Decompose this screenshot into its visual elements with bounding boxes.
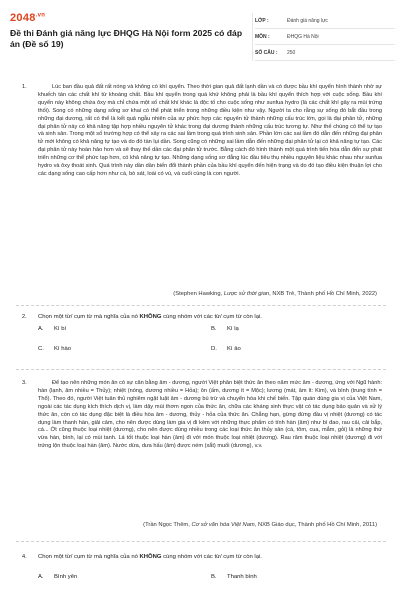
meta-value: ĐHQG Hà Nội (287, 33, 319, 40)
option-letter: B. (211, 574, 217, 580)
question-divider (16, 369, 386, 370)
passage-source (38, 291, 377, 297)
question-prompt (38, 554, 262, 560)
meta-key: LỚP : (255, 17, 269, 24)
source-title: Cơ sở văn hóa Việt Nam (191, 522, 255, 528)
page-header (0, 0, 400, 62)
prompt-text: Chọn một từ/ cụm từ mà nghĩa của nó (38, 554, 140, 560)
option-text: Kì lạ (227, 326, 239, 332)
meta-key: SỐ CÂU : (255, 49, 278, 56)
meta-row-class (255, 13, 395, 29)
prompt-text: Chọn một từ/ cụm từ mà nghĩa của nó (38, 314, 140, 320)
meta-row-subject (255, 29, 395, 45)
meta-value: 250 (287, 49, 296, 56)
option-c[interactable] (38, 346, 71, 352)
prompt-text: cùng nhóm với các từ/ cụm từ còn lại. (161, 554, 262, 560)
option-text: Kì ảo (227, 346, 241, 352)
source-title: Lược sử thời gian (223, 291, 270, 297)
meta-value: Đánh giá năng lực (287, 17, 328, 24)
reading-passage (38, 380, 382, 451)
option-d[interactable] (211, 346, 241, 352)
source-prefix: (Trần Ngọc Thêm, (143, 522, 192, 528)
question-prompt (38, 314, 262, 320)
prompt-emphasis: KHÔNG (139, 554, 162, 560)
option-text: Bình yên (54, 574, 78, 580)
source-prefix: (Stephen Hawking, (173, 291, 224, 297)
question-number: 4. (22, 554, 27, 560)
passage-text: Để tạo nên những món ăn có sự cân bằng âm - dương, người Việt phân biệt thức ăn theo năm mức âm - dương, ứng với Ngũ hành: hàn (lạnh, âm nhiều = Thủy); nhiệt (nóng, dương nhiều = Hỏa); ôn (ấm, dương ít = Mộc); lương (mát, âm ít: Kim), và bình (trung tính = Thổ). Theo đó, người Việt tuân thủ nghiêm ngặt luật âm - dương bù trừ và chuyển hóa khi chế biến. Tập quán dùng gia vị của Việt Nam, ngoài các tác dụng kích thích dịch vị, làm dậy mùi thơm ngon của thức ăn, chữa các kháng sinh thực vật có tác dụng bảo quản và xử lý thức ăn, còn có tác dụng đặc biệt là điều hòa âm - dương, thủy - hỏa của thức ăn. Chẳng hạn, gừng đứng đầu vị nhiệt (dương) có tác dụng làm thanh hàn, giải cảm, cho nên được dùng làm gia vị đi kèm với những thực phẩm có tính hàn (âm) như bí đao, rau cải, cải bắp, cá... Ớt cũng thuộc loại nhiệt (dương), cho nên được dùng nhiều trong các loại thức ăn thủy sản (cá, tôm, cua, mắm, gỏi) là những thứ vừa hàn, bình, lại có mùi tanh. Lá tốt thuộc loại hàn (âm) đi với món thuộc loại nhiệt (dương). Rau răm thuộc loại nhiệt (dương) đi với trứng lộn thuộc loại hàn (âm). Nước dừa, dưa hấu (âm) được ném (xắt) muối (dương), v.v. (38, 380, 382, 450)
meta-row-count (255, 45, 395, 61)
option-text: Thanh bình (227, 574, 257, 580)
option-a[interactable] (38, 574, 77, 580)
question-number: 3. (22, 380, 27, 386)
logo-text: 2048 (10, 12, 36, 24)
question-divider (16, 541, 386, 542)
option-b[interactable] (211, 326, 239, 332)
question-divider (16, 305, 386, 306)
passage-source (38, 522, 377, 528)
exam-title: Đề thi Đánh giá năng lực ĐHQG Hà Nội form 2025 có đáp án (Đề số 19) (10, 28, 243, 49)
option-letter: C. (38, 346, 44, 352)
reading-passage (38, 84, 382, 179)
question-number: 1. (22, 84, 27, 90)
option-b[interactable] (211, 574, 257, 580)
passage-text: Lúc ban đầu quả đất rất nóng và không có khí quyển. Theo thời gian quả đất lạnh dần và có được bầu khí quyển hình thành nhờ sự khuếch tán các chất khí từ khoáng chất. Bầu khí quyển trong quá khứ không phải là bầu khí quyển thích hợp với cuộc sống. Bầu khí quyển này không chứa ôxy mà chỉ chứa một số chất khí khác là độc tố cho cuộc sống như sunfua hydro (là các chất khí gây ra mùi trứng thối). Song có những dạng sống sơ khai có thể phát triển trong những điều kiện như vậy. Người ta cho rằng sự sống đó bắt đầu trong những đại dương, rất có thể là kết quả ngẫu nhiên của sự phức hợp các nguyên tử thành những cấu trúc lớn, gọi là đại phân tử, những đại phân tử này có khả năng tập hợp nhiều nguyên tử khác trong đại dương thành những cấu trúc tương tự. Như thế chúng có thể tự tạo và sinh sản. Trong một số trường hợp có thể xảy ra các sai lầm trong quá trình sinh sản. Phần lớn các sai lầm đó dẫn đến những đại phân tử mới không có khả năng tự tạo và do đó tàn lụi dần. Song cũng có những sai lầm dẫn đến những đại phân tử lại có khả năng tự tạo. Các đại phân tử này hoàn hảo hơn và sẽ thay thế dần các đại phân tử trước. Bằng cách đó hình thành một quá trình tiến hóa dẫn đến sự phát triển những cơ thể phức tạp hơn, có khả năng tự tạo. Những dạng sống sơ đẳng lúc đầu tiêu thụ nhiều nguyên liệu khác nhau như sunfua hydro và ôxy thoát sinh. Quá trình này dần dần biến đổi thành phần của bầu khí quyển đến hiện trạng và do đó tạo điều kiện thuận lợi cho các dạng sống cao cấp hơn như cá, bò sát, loài có vú, và cuối cùng là con người. (38, 84, 382, 177)
option-text: Kì hào (54, 346, 72, 352)
option-letter: D. (211, 346, 217, 352)
prompt-emphasis: KHÔNG (139, 314, 162, 320)
option-letter: A. (38, 326, 44, 332)
site-logo[interactable] (10, 12, 45, 24)
meta-key: MÔN : (255, 33, 270, 40)
source-suffix: , NXB Trẻ, Thành phố Hồ Chí Minh, 2022) (269, 291, 377, 297)
exam-meta-table (252, 13, 395, 61)
question-number: 2. (22, 314, 27, 320)
source-suffix: , NXB Giáo dục, Thành phố Hồ Chí Minh, 2011) (254, 522, 377, 528)
option-text: Kì bí (54, 326, 67, 332)
option-letter: B. (211, 326, 217, 332)
option-letter: A. (38, 574, 44, 580)
logo-suffix: .vn (35, 12, 46, 19)
prompt-text: cùng nhóm với các từ/ cụm từ còn lại. (161, 314, 262, 320)
option-a[interactable] (38, 326, 66, 332)
